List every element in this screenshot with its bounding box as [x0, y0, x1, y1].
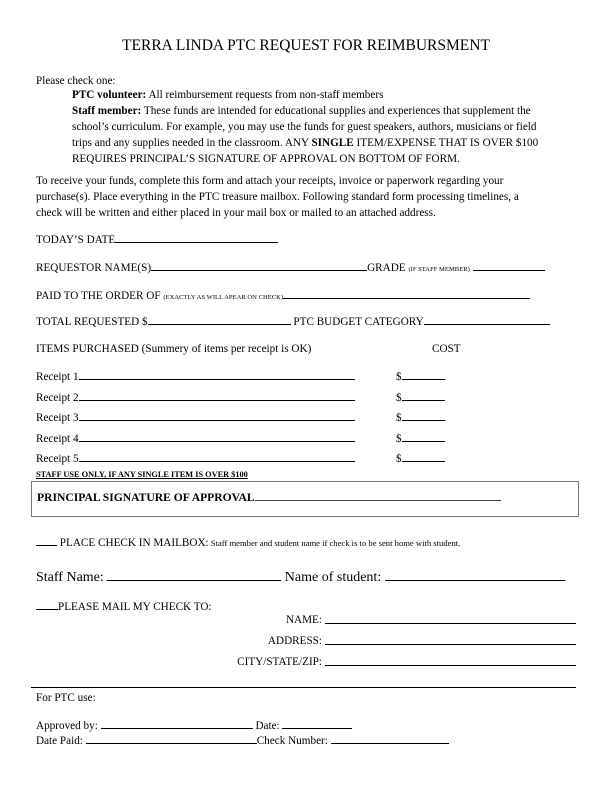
ptc-volunteer-heading: PTC volunteer: — [72, 89, 147, 101]
mailbox-option — [36, 534, 460, 550]
principal-signature-row — [37, 489, 501, 505]
receipt-row — [36, 389, 355, 405]
total-row — [36, 313, 550, 329]
staff-member-text-1: These funds are intended for educational supplies and experiences that supplement the — [141, 105, 531, 117]
receipt-cost-row — [396, 450, 445, 466]
todays-date-label: TODAY’S DATE — [36, 234, 116, 246]
mail-check-checkbox-blank[interactable] — [36, 598, 58, 610]
student-name-label: Name of student: — [284, 570, 382, 585]
receipt-label: Receipt 5 — [36, 453, 79, 465]
items-header: ITEMS PURCHASED (Summery of items per receipt is OK) — [36, 343, 312, 355]
currency-symbol: $ — [396, 392, 402, 404]
receipt-field[interactable] — [79, 368, 355, 380]
mail-name-label: NAME: — [285, 614, 322, 626]
staff-member-text-4: REQUIRES PRINCIPAL’S SIGNATURE OF APPROVAL ON BOTTOM OF FORM. — [72, 153, 460, 165]
currency-symbol: $ — [396, 433, 402, 445]
receipt-label: Receipt 3 — [36, 412, 79, 424]
ptc-volunteer-text: All reimbursement requests from non-staff members — [146, 89, 384, 101]
mail-city-label: CITY/STATE/ZIP: — [237, 656, 322, 668]
receipt-label: Receipt 4 — [36, 433, 79, 445]
approved-by-field[interactable] — [101, 717, 253, 729]
staff-name-label: Staff Name: — [36, 570, 104, 585]
instructions-line-1: To receive your funds, complete this form and attach your receipts, invoice or paperwork regarding your — [36, 175, 504, 187]
receipt-field[interactable] — [79, 389, 355, 401]
student-name-field[interactable] — [385, 567, 565, 581]
receipt-cost-row — [396, 409, 445, 425]
currency-symbol: $ — [396, 412, 402, 424]
receipt-cost-row — [396, 368, 445, 384]
section-divider — [31, 687, 576, 688]
currency-symbol: $ — [396, 371, 402, 383]
approved-row — [36, 717, 352, 733]
mail-address-field[interactable] — [325, 633, 576, 645]
staff-member-text-3a: trips and any supplies needed in the classroom. ANY — [72, 137, 312, 149]
receipt-cost-field[interactable] — [402, 389, 445, 401]
staff-member-text-3b: ITEM/EXPENSE THAT IS OVER $100 — [353, 137, 539, 149]
date-paid-row — [36, 732, 449, 748]
receipt-row — [36, 430, 355, 446]
receipt-cost-field[interactable] — [402, 430, 445, 442]
budget-category-label: PTC BUDGET CATEGORY — [293, 316, 424, 328]
mailbox-note: Staff member and student name if check is to be sent home with student. — [208, 538, 461, 548]
option-ptc-volunteer[interactable] — [72, 88, 383, 102]
requestor-names-label: REQUESTOR NAME(S) — [36, 262, 152, 274]
form-title: TERRA LINDA PTC REQUEST FOR REIMBURSMENT — [122, 37, 490, 54]
currency-symbol: $ — [396, 453, 402, 465]
receipt-field[interactable] — [79, 450, 355, 462]
mail-check-option — [36, 598, 212, 614]
check-number-label: Check Number: — [256, 735, 328, 747]
date-paid-field[interactable] — [86, 732, 257, 744]
approved-by-label: Approved by: — [36, 720, 98, 732]
ptc-use-heading: For PTC use: — [36, 692, 96, 704]
receipt-row — [36, 450, 355, 466]
receipt-cost-field[interactable] — [402, 450, 445, 462]
paid-to-note: (EXACTLY AS WILL APEAR ON CHECK) — [163, 294, 284, 301]
receipt-cost-row — [396, 389, 445, 405]
staff-member-text-3-bold: SINGLE — [311, 137, 354, 149]
budget-category-field[interactable] — [424, 313, 550, 325]
paid-to-label: PAID TO THE ORDER OF — [36, 290, 161, 302]
date-paid-label: Date Paid: — [36, 735, 83, 747]
ptc-date-field[interactable] — [282, 717, 352, 729]
receipt-label: Receipt 2 — [36, 392, 79, 404]
check-number-field[interactable] — [331, 732, 449, 744]
receipt-cost-row — [396, 430, 445, 446]
mail-name-field[interactable] — [325, 612, 576, 624]
staff-name-field[interactable] — [107, 567, 281, 581]
principal-signature-field[interactable] — [255, 489, 501, 501]
instructions-line-2: purchase(s). Place everything in the PTC treasure mailbox. Following standard form processing timelines, a — [36, 191, 519, 203]
receipt-cost-field[interactable] — [402, 368, 445, 380]
receipt-field[interactable] — [79, 409, 355, 421]
staff-member-heading: Staff member: — [72, 105, 142, 117]
staff-member-text-2: school’s curriculum. For example, you may use the funds for guest speakers, authors, musicians or field — [72, 121, 537, 133]
requestor-names-field[interactable] — [151, 259, 367, 271]
receipt-label: Receipt 1 — [36, 371, 79, 383]
staff-student-row — [36, 567, 565, 586]
todays-date-row — [36, 231, 278, 247]
receipt-row — [36, 409, 355, 425]
staff-use-heading: STAFF USE ONLY, IF ANY SINGLE ITEM IS OVER $100 — [36, 470, 248, 479]
principal-signature-label: PRINCIPAL SIGNATURE OF APPROVAL — [37, 491, 255, 504]
receipt-field[interactable] — [79, 430, 355, 442]
instructions — [36, 174, 519, 220]
option-staff-member[interactable] — [72, 104, 538, 166]
mail-city-field[interactable] — [325, 654, 576, 666]
mailbox-label: PLACE CHECK IN MAILBOX: — [59, 537, 209, 549]
total-requested-field[interactable] — [148, 313, 291, 325]
mail-check-label: PLEASE MAIL MY CHECK TO: — [58, 601, 212, 613]
total-requested-label: TOTAL REQUESTED $ — [36, 316, 148, 328]
grade-note: (IF STAFF MEMBER) — [408, 266, 470, 273]
requestor-row — [36, 259, 545, 277]
grade-field[interactable] — [473, 259, 545, 271]
mailbox-checkbox-blank[interactable] — [36, 534, 57, 546]
mail-address-label: ADDRESS: — [267, 635, 322, 647]
paid-to-field[interactable] — [283, 287, 530, 299]
grade-label: GRADE — [367, 262, 406, 274]
ptc-date-label: Date: — [255, 720, 280, 732]
instructions-line-3: check will be written and either placed in your mail box or mailed to an attached address. — [36, 207, 436, 219]
paid-to-row — [36, 287, 530, 305]
todays-date-field[interactable] — [115, 231, 278, 243]
cost-header: COST — [432, 343, 461, 355]
receipt-cost-field[interactable] — [402, 409, 445, 421]
check-one-label: Please check one: — [36, 75, 116, 87]
receipt-row — [36, 368, 355, 384]
